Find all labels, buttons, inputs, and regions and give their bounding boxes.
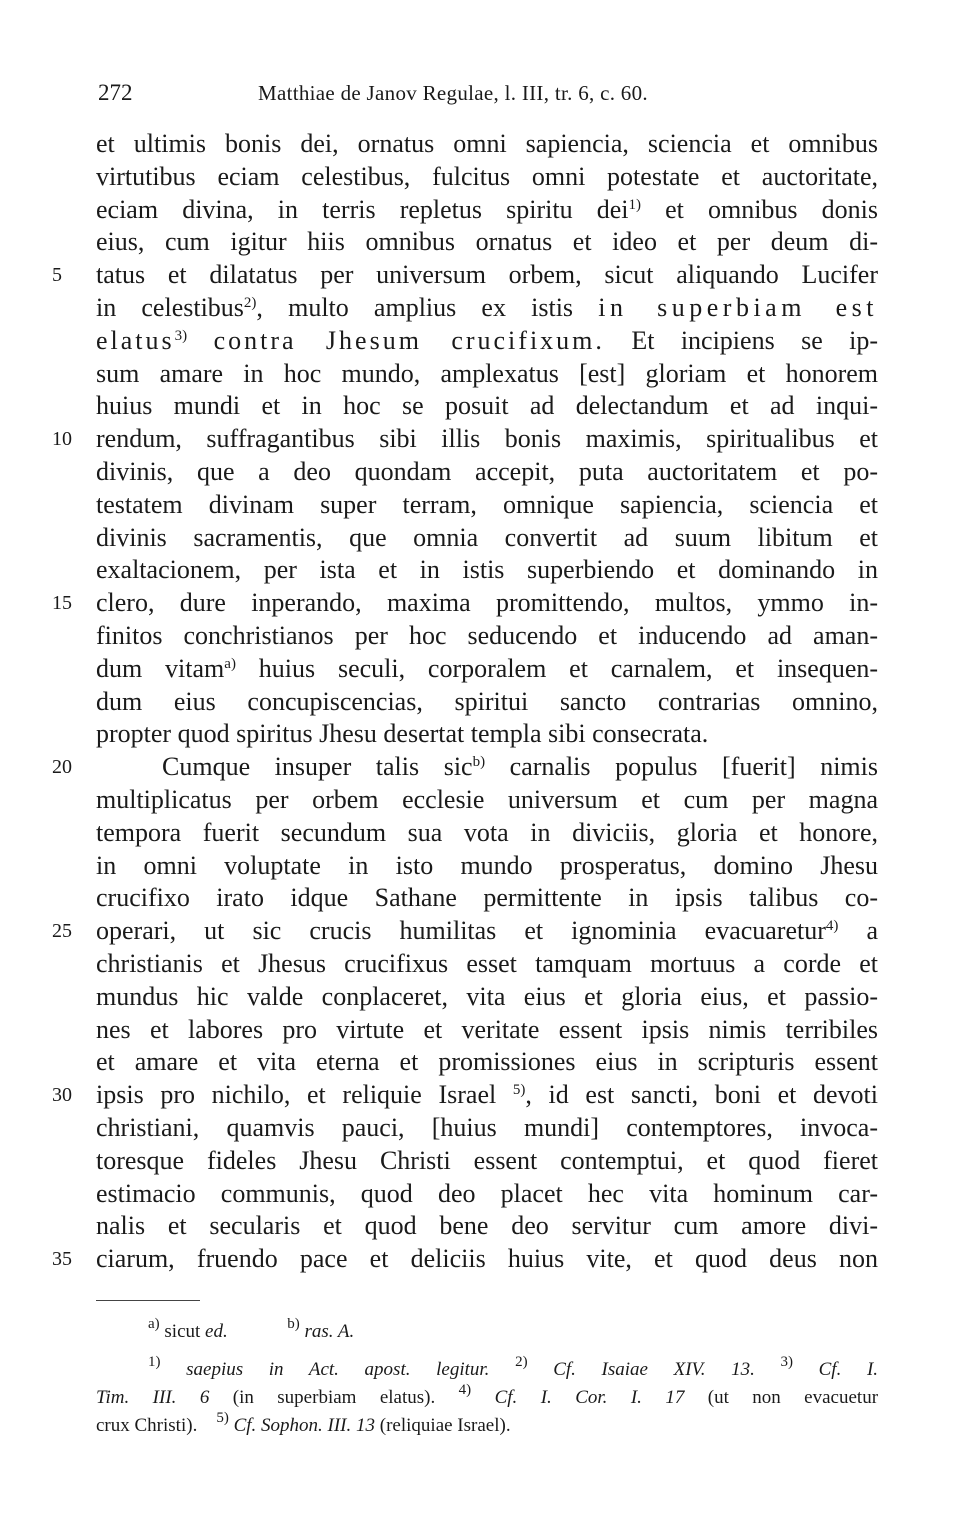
- footnote-marker: 4): [825, 918, 839, 935]
- text-line: 20 Cumque insuper talis sic$^{b)}$ carnalis populus [fuerit] nimis: [96, 751, 878, 784]
- footnote-separator: [96, 1300, 200, 1301]
- footnote-line: crux Christi). $^{5)}$ Cf. Sophon. III. 13 (reliquiae Israel).: [96, 1410, 511, 1436]
- text-line: nes et labores pro virtute et veritate essent ipsis nimis terribiles: [96, 1014, 878, 1044]
- footnote-marker: 5): [512, 1082, 526, 1099]
- text-line: christianis et Jhesus crucifixus esset tamquam mortuus a corde et: [96, 948, 878, 978]
- text-line: nalis et secularis et quod bene deo servitur cum amore divi-: [96, 1211, 878, 1241]
- footnotes: [96, 1318, 878, 1440]
- line-number: 20: [52, 756, 72, 779]
- text-line: virtutibus eciam celestibus, fulcitus omni potestate et auctoritate,: [96, 161, 878, 191]
- text-line: huius mundi et in hoc se posuit ad delectandum et ad inqui-: [96, 391, 878, 421]
- text-line: 15 clero, dure inperando, maxima promittendo, multos, ymmo in-: [96, 587, 878, 620]
- running-header: [98, 76, 878, 110]
- text-line: crucifixo irato idque Sathane permittente in ipsis talibus co-: [96, 883, 878, 913]
- critical-apparatus: $^{a)}$ sicut ed. $^{b)}$ ras. A.: [148, 1316, 355, 1342]
- text-line: estimacio communis, quod deo placet hec vita hominum car-: [96, 1178, 878, 1208]
- footnote-line: Tim. III. 6 (in superbiam elatus). $^{4)}$ Cf. I. Cor. I. 17 (ut non evacuetur: [96, 1382, 879, 1408]
- main-text: [52, 128, 879, 1276]
- line-number: 35: [52, 1248, 72, 1271]
- text-line: eciam divina, in terris repletus spiritu dei$^{1)}$ et omnibus donis: [96, 194, 879, 224]
- variant-marker: b): [472, 754, 486, 771]
- text-line: multiplicatus per orbem ecclesie universum et cum per magna: [96, 784, 878, 814]
- text-line: toresque fideles Jhesu Christi essent contemptui, et quod fieret: [96, 1145, 878, 1175]
- text-line: mundus hic valde conplaceret, vita eius et gloria eius, et passio-: [96, 981, 878, 1011]
- line-number: 15: [52, 592, 72, 615]
- text-line: in omni voluptate in isto mundo prosperatus, domino Jhesu: [96, 850, 878, 880]
- footnote-line: $^{1)}$ saepius in Act. apost. legitur. $^{2)}$ Cf. Isaiae XIV. 13. $^{3)}$ Cf. I.: [148, 1354, 879, 1380]
- text-line: sum amare in hoc mundo, amplexatus [est] gloriam et honorem: [96, 358, 878, 388]
- running-title: Matthiae de Janov Regulae, l. III, tr. 6, c. 60.: [258, 81, 648, 105]
- line-number: 5: [52, 264, 62, 287]
- line-number: 30: [52, 1084, 72, 1107]
- text-line: christiani, quamvis pauci, [huius mundi] contemptores, invoca-: [96, 1112, 878, 1142]
- variant-marker: b): [287, 1316, 300, 1332]
- text-line: et ultimis bonis dei, ornatus omni sapiencia, sciencia et omnibus: [96, 129, 878, 158]
- text-line: in celestibus$^{2)}$, multo amplius ex istis in superbiam est: [96, 292, 878, 322]
- text-line: tempora fuerit secundum sua vota in diviciis, gloria et honore,: [96, 817, 878, 847]
- text-line: eius, cum igitur hiis omnibus ornatus et ideo et per deum di-: [96, 227, 878, 257]
- variant-marker: a): [224, 655, 236, 672]
- text-line: exaltacionem, per ista et in istis superbiendo et dominando in: [96, 555, 878, 585]
- footnote-marker: 2): [243, 294, 257, 311]
- footnote-marker: 1): [628, 196, 641, 213]
- line-number: 25: [52, 920, 72, 943]
- text-line: divinis sacramentis, que omnia convertit ad suum libitum et: [96, 522, 878, 552]
- text-line: 30 ipsis pro nichilo, et reliquie Israel $^{5)}$, id est sancti, boni et devoti: [96, 1079, 878, 1112]
- text-line: dum vitam$^{a)}$ huius seculi, corporalem et carnalem, et insequen-: [96, 653, 879, 683]
- text-line: elatus$^{3)}$ contra Jhesum crucifixum. Et incipiens se ip-: [96, 325, 879, 355]
- text-line: 25 operari, ut sic crucis humilitas et ignominia evacuaretur$^{4)}$ a: [96, 915, 878, 948]
- variant-marker: a): [148, 1316, 160, 1332]
- text-line: 35 ciarum, fruendo pace et deliciis huius vite, et quod deus non: [96, 1243, 878, 1276]
- line-number: 10: [52, 428, 72, 451]
- page-number: 272: [98, 80, 133, 105]
- text-line: 5 tatus et dilatatus per universum orbem, sicut aliquando Lucifer: [96, 259, 878, 292]
- footnote-marker: 3): [174, 327, 188, 344]
- text-line: dum eius concupiscencias, spiritui sancto contrarias omnino,: [96, 686, 878, 716]
- text-line: 10 rendum, suffragantibus sibi illis bonis maximis, spiritualibus et: [96, 423, 878, 456]
- text-line: propter quod spiritus Jhesu desertat templa sibi consecrata.: [96, 719, 709, 749]
- text-line: et amare et vita eterna et promissiones eius in scripturis essent: [96, 1047, 878, 1077]
- text-line: divinis, que a deo quondam accepit, puta auctoritatem et po-: [96, 456, 878, 486]
- text-line: testatem divinam super terram, omnique sapiencia, sciencia et: [96, 489, 878, 519]
- text-line: finitos conchristianos per hoc seducendo et inducendo ad aman-: [96, 620, 878, 650]
